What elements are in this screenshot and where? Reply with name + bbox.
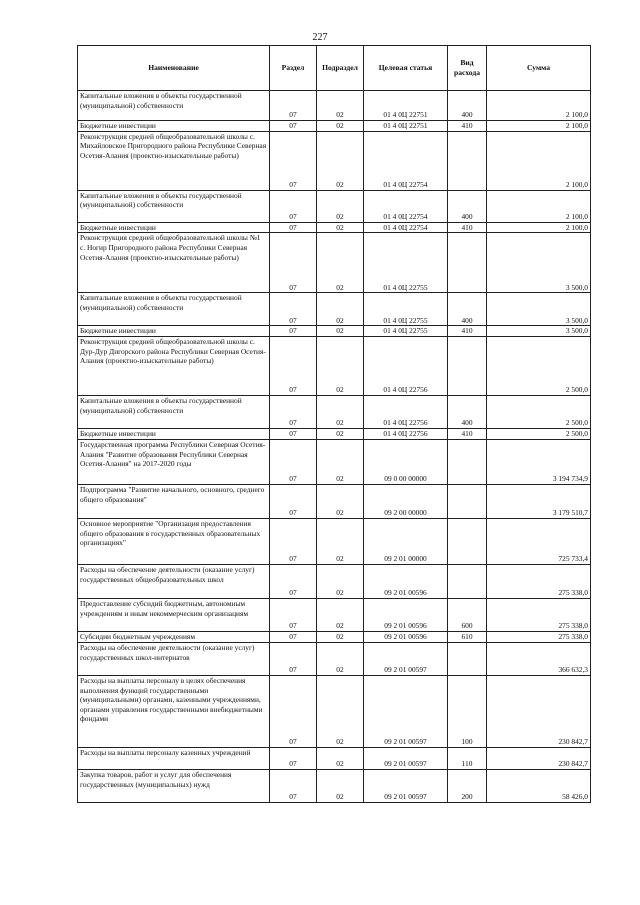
row-target: 01 4 0Ц 22754 (364, 131, 448, 190)
row-amount: 275 338,0 (487, 631, 591, 642)
row-subsection: 02 (317, 336, 364, 395)
row-expense-type: 200 (448, 769, 487, 802)
table-row (78, 131, 591, 190)
row-subsection: 02 (317, 428, 364, 439)
row-target: 01 4 0Ц 22754 (364, 222, 448, 233)
row-section: 07 (270, 91, 317, 121)
row-amount: 230 842,7 (487, 675, 591, 747)
table-row (78, 769, 591, 802)
row-section: 07 (270, 439, 317, 484)
row-section: 07 (270, 484, 317, 518)
table-row (78, 395, 591, 428)
row-name: Бюджетные инвестиции (78, 428, 270, 439)
row-amount: 275 338,0 (487, 564, 591, 598)
row-amount: 2 500,0 (487, 336, 591, 395)
row-amount: 2 100,0 (487, 121, 591, 132)
row-target: 01 4 0Ц 22755 (364, 233, 448, 293)
table-row (78, 293, 591, 326)
row-amount: 366 632,3 (487, 642, 591, 675)
row-expense-type: 410 (448, 326, 487, 337)
row-target: 01 4 0Ц 22755 (364, 293, 448, 326)
row-name: Основное мероприятие "Организация предоставления общего образования в государственных образовательных организациях" (78, 518, 270, 564)
header-target: Целевая статья (364, 46, 448, 91)
row-subsection: 02 (317, 598, 364, 631)
table-row (78, 642, 591, 675)
row-amount: 58 426,0 (487, 769, 591, 802)
row-section: 07 (270, 642, 317, 675)
row-subsection: 02 (317, 439, 364, 484)
table-row (78, 336, 591, 395)
row-amount: 3 194 734,9 (487, 439, 591, 484)
row-amount: 230 842,7 (487, 747, 591, 769)
page-number: 227 (312, 32, 328, 43)
row-section: 07 (270, 222, 317, 233)
row-section: 07 (270, 233, 317, 293)
row-subsection: 02 (317, 518, 364, 564)
row-expense-type (448, 439, 487, 484)
row-section: 07 (270, 631, 317, 642)
row-target: 09 2 01 00597 (364, 769, 448, 802)
row-name: Капитальные вложения в объекты государственной (муниципальной) собственности (78, 91, 270, 121)
row-section: 07 (270, 395, 317, 428)
row-amount: 2 500,0 (487, 395, 591, 428)
row-section: 07 (270, 131, 317, 190)
row-target: 09 2 00 00000 (364, 484, 448, 518)
row-name: Расходы на выплаты персоналу казенных учреждений (78, 747, 270, 769)
table-row (78, 439, 591, 484)
row-subsection: 02 (317, 642, 364, 675)
row-target: 01 4 0Ц 22755 (364, 326, 448, 337)
row-subsection: 02 (317, 121, 364, 132)
row-target: 01 4 0Ц 22756 (364, 428, 448, 439)
row-expense-type: 600 (448, 598, 487, 631)
row-section: 07 (270, 293, 317, 326)
row-subsection: 02 (317, 769, 364, 802)
row-subsection: 02 (317, 293, 364, 326)
row-expense-type: 400 (448, 91, 487, 121)
row-amount: 2 500,0 (487, 428, 591, 439)
row-expense-type: 100 (448, 675, 487, 747)
row-target: 09 2 01 00597 (364, 642, 448, 675)
row-expense-type: 400 (448, 293, 487, 326)
table-row (78, 564, 591, 598)
row-target: 09 2 01 00597 (364, 747, 448, 769)
budget-table (77, 45, 591, 803)
row-name: Реконструкция средней общеобразовательной школы №1 с. Ногир Пригородного района Республики Северная Осетия-Алания (проектно-изыскательные работы) (78, 233, 270, 293)
row-target: 09 2 01 00596 (364, 631, 448, 642)
row-expense-type (448, 642, 487, 675)
row-name: Закупка товаров, работ и услуг для обеспечения государственных (муниципальных) нужд (78, 769, 270, 802)
row-target: 09 2 01 00597 (364, 675, 448, 747)
table-row (78, 675, 591, 747)
row-subsection: 02 (317, 631, 364, 642)
row-target: 01 4 0Ц 22756 (364, 336, 448, 395)
row-name: Реконструкция средней общеобразовательной школы с. Дур-Дур Дигорского района Республики Северная Осетия-Алания (проектно-изыскательные работы) (78, 336, 270, 395)
row-section: 07 (270, 428, 317, 439)
row-target: 09 2 01 00596 (364, 564, 448, 598)
row-amount: 2 100,0 (487, 190, 591, 222)
row-subsection: 02 (317, 91, 364, 121)
row-section: 07 (270, 121, 317, 132)
row-amount: 3 500,0 (487, 293, 591, 326)
row-expense-type (448, 564, 487, 598)
row-subsection: 02 (317, 395, 364, 428)
row-expense-type: 410 (448, 222, 487, 233)
row-section: 07 (270, 564, 317, 598)
row-expense-type: 410 (448, 121, 487, 132)
row-amount: 2 100,0 (487, 131, 591, 190)
row-amount: 2 100,0 (487, 222, 591, 233)
row-target: 01 4 0Ц 22751 (364, 91, 448, 121)
table-row (78, 190, 591, 222)
table-row (78, 631, 591, 642)
row-subsection: 02 (317, 233, 364, 293)
row-section: 07 (270, 190, 317, 222)
row-subsection: 02 (317, 326, 364, 337)
table-row (78, 518, 591, 564)
row-subsection: 02 (317, 484, 364, 518)
row-name: Капитальные вложения в объекты государственной (муниципальной) собственности (78, 395, 270, 428)
row-expense-type: 110 (448, 747, 487, 769)
row-expense-type (448, 131, 487, 190)
row-section: 07 (270, 336, 317, 395)
header-amount: Сумма (487, 46, 591, 91)
row-expense-type (448, 233, 487, 293)
row-name: Бюджетные инвестиции (78, 326, 270, 337)
table-row (78, 121, 591, 132)
row-target: 09 2 01 00596 (364, 598, 448, 631)
row-subsection: 02 (317, 747, 364, 769)
row-name: Капитальные вложения в объекты государственной (муниципальной) собственности (78, 293, 270, 326)
row-expense-type (448, 336, 487, 395)
header-name: Наименование (78, 46, 270, 91)
table-row (78, 91, 591, 121)
header-subsection: Подраздел (317, 46, 364, 91)
table-row (78, 747, 591, 769)
row-name: Бюджетные инвестиции (78, 222, 270, 233)
table-row (78, 428, 591, 439)
row-expense-type: 610 (448, 631, 487, 642)
table-row (78, 326, 591, 337)
row-name: Расходы на обеспечение деятельности (оказание услуг) государственных школ-интернатов (78, 642, 270, 675)
row-amount: 2 100,0 (487, 91, 591, 121)
row-section: 07 (270, 675, 317, 747)
row-subsection: 02 (317, 190, 364, 222)
row-expense-type (448, 518, 487, 564)
row-target: 09 0 00 00000 (364, 439, 448, 484)
header-section: Раздел (270, 46, 317, 91)
row-name: Предоставление субсидий бюджетным, автономным учреждениям и иным некоммерческим организациям (78, 598, 270, 631)
row-amount: 725 733,4 (487, 518, 591, 564)
row-name: Подпрограмма "Развитие начального, основного, среднего общего образования" (78, 484, 270, 518)
table-row (78, 222, 591, 233)
row-subsection: 02 (317, 675, 364, 747)
row-amount: 3 500,0 (487, 326, 591, 337)
row-section: 07 (270, 326, 317, 337)
row-section: 07 (270, 769, 317, 802)
row-target: 01 4 0Ц 22754 (364, 190, 448, 222)
header-row (78, 46, 591, 91)
row-amount: 3 179 510,7 (487, 484, 591, 518)
row-name: Капитальные вложения в объекты государственной (муниципальной) собственности (78, 190, 270, 222)
row-target: 09 2 01 00000 (364, 518, 448, 564)
row-expense-type: 410 (448, 428, 487, 439)
row-name: Расходы на выплаты персоналу в целях обеспечения выполнения функций государственными (муниципальными) органами, казенными учреждениями, органами управления государственными внебюджетными фондами (78, 675, 270, 747)
row-subsection: 02 (317, 564, 364, 598)
table-row (78, 484, 591, 518)
row-name: Расходы на обеспечение деятельности (оказание услуг) государственных общеобразовательных школ (78, 564, 270, 598)
row-expense-type: 400 (448, 190, 487, 222)
row-target: 01 4 0Ц 22751 (364, 121, 448, 132)
row-amount: 275 338,0 (487, 598, 591, 631)
row-expense-type (448, 484, 487, 518)
row-section: 07 (270, 598, 317, 631)
table-row (78, 598, 591, 631)
row-section: 07 (270, 518, 317, 564)
row-name: Государственная программа Республики Северная Осетия-Алания "Развитие образования Республики Северная Осетия-Алания" на 2017-2020 годы (78, 439, 270, 484)
row-expense-type: 400 (448, 395, 487, 428)
row-subsection: 02 (317, 222, 364, 233)
row-section: 07 (270, 747, 317, 769)
row-target: 01 4 0Ц 22756 (364, 395, 448, 428)
row-amount: 3 500,0 (487, 233, 591, 293)
row-name: Бюджетные инвестиции (78, 121, 270, 132)
row-name: Субсидии бюджетным учреждениям (78, 631, 270, 642)
header-expense-type: Вид расхода (448, 46, 487, 91)
row-name: Реконструкция средней общеобразовательной школы с. Михайловское Пригородного района Республики Северная Осетия-Алания (проектно-изыскательные работы) (78, 131, 270, 190)
row-subsection: 02 (317, 131, 364, 190)
table-row (78, 233, 591, 293)
